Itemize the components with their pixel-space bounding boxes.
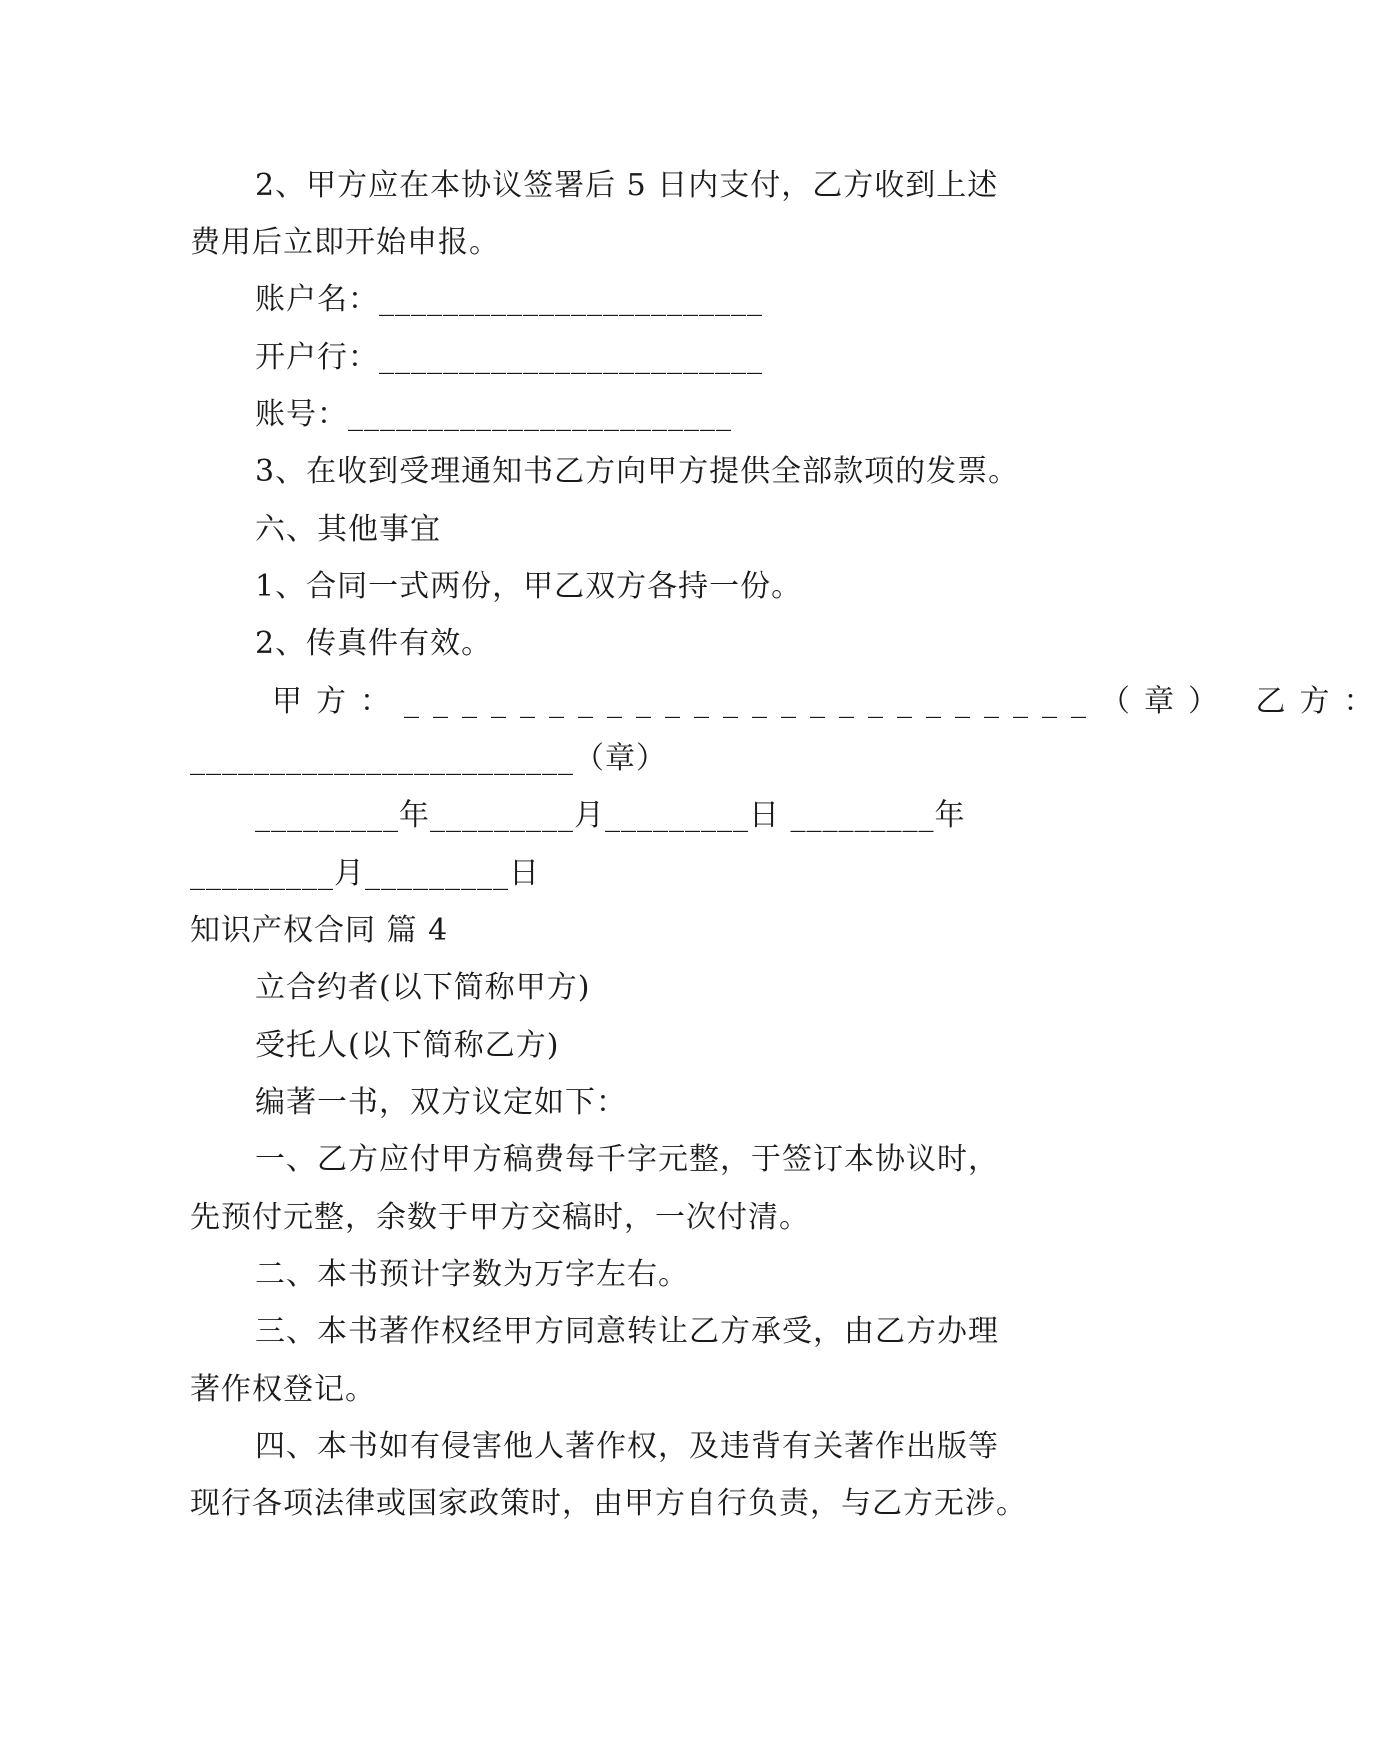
paragraph-line: 2、传真件有效。 [255, 626, 493, 661]
paragraph-line: 1、合同一式两份，甲乙双方各持一份。 [255, 569, 803, 604]
paragraph-line: 2、甲方应在本协议签署后 5 日内支付，乙方收到上述 [255, 168, 999, 203]
paragraph-line: 费用后立即开始申报。 [190, 225, 500, 260]
paragraph-line: 先预付元整，余数于甲方交稿时，一次付清。 [190, 1200, 810, 1235]
paragraph-line: 现行各项法律或国家政策时，由甲方自行负责，与乙方无涉。 [190, 1486, 1027, 1521]
date-line: _________月_________日 [190, 856, 540, 891]
date-line: _________年_________月_________日 _________年 [255, 798, 966, 833]
bank-field: 开户行：________________________ [255, 340, 763, 375]
signature-line: 甲方：________________________（章） 乙方： [272, 684, 1388, 719]
signature-line: ________________________（章） [190, 741, 667, 776]
paragraph-line: 3、在收到受理通知书乙方向甲方提供全部款项的发票。 [255, 454, 1020, 489]
paragraph-line: 著作权登记。 [190, 1372, 376, 1407]
paragraph-line: 二、本书预计字数为万字左右。 [255, 1257, 689, 1292]
paragraph-line: 四、本书如有侵害他人著作权，及违背有关著作出版等 [255, 1429, 999, 1464]
paragraph-line: 一、乙方应付甲方稿费每千字元整，于签订本协议时， [255, 1142, 999, 1177]
paragraph-line: 编著一书，双方议定如下： [255, 1085, 627, 1120]
paragraph-line: 受托人(以下简称乙方) [255, 1028, 560, 1063]
section-title: 知识产权合同 篇 4 [190, 913, 449, 948]
paragraph-line: 立合约者(以下简称甲方) [255, 970, 591, 1005]
paragraph-line: 三、本书著作权经甲方同意转让乙方承受，由乙方办理 [255, 1314, 999, 1349]
account-number-field: 账号：________________________ [255, 397, 732, 432]
account-name-field: 账户名：________________________ [255, 282, 763, 317]
section-heading: 六、其他事宜 [255, 512, 441, 547]
